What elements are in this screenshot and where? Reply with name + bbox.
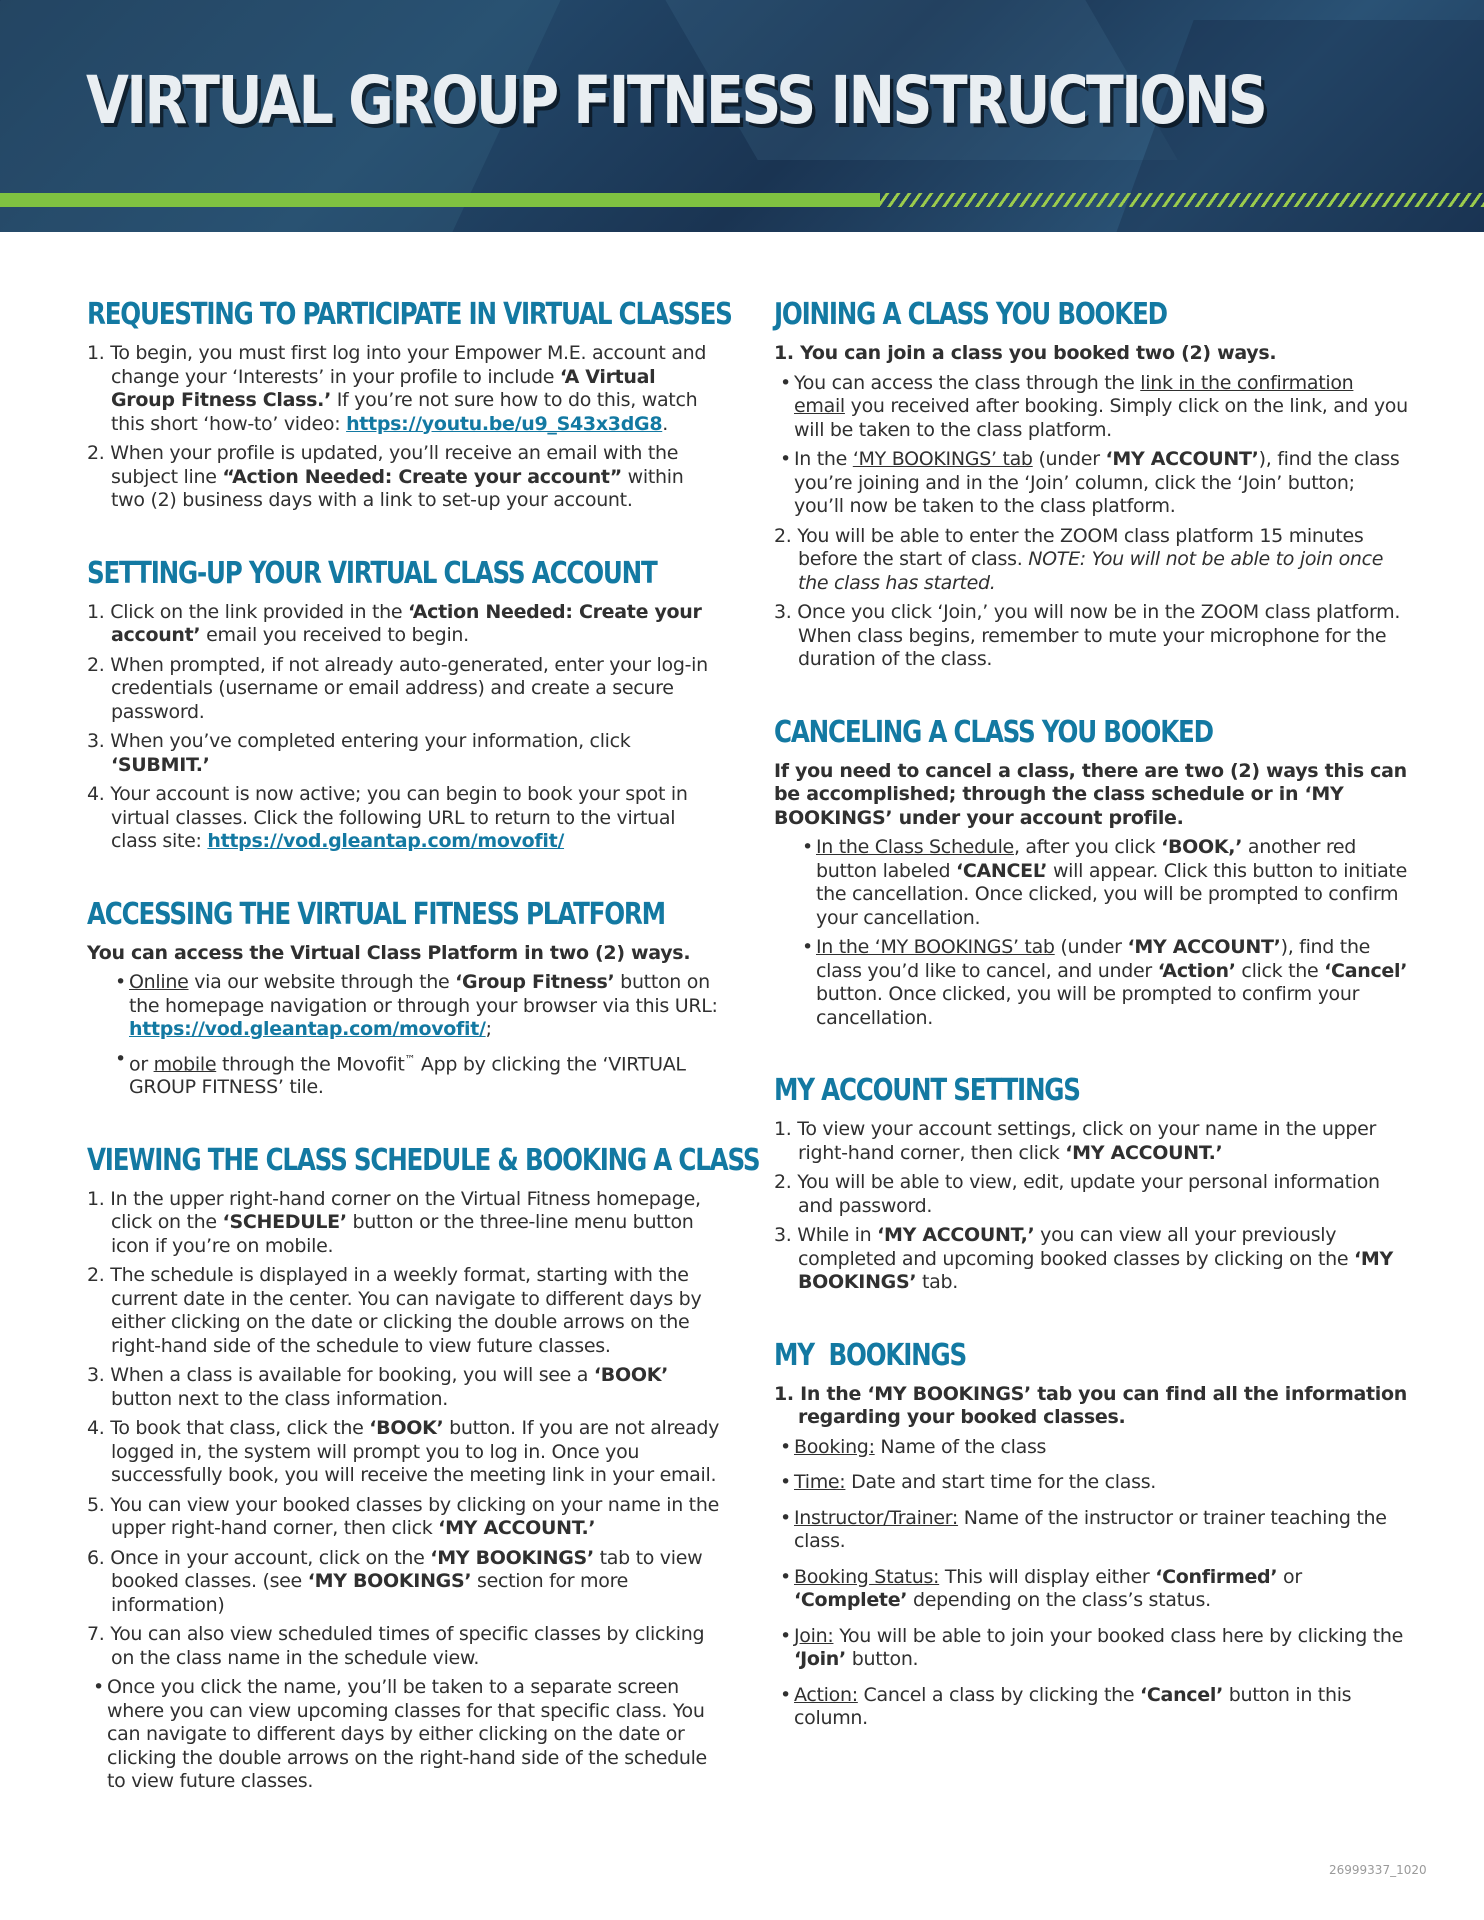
section-heading: VIEWING THE CLASS SCHEDULE & BOOKING A CLASS: [87, 1142, 760, 1178]
section-heading: SETTING-UP YOUR VIRTUAL CLASS ACCOUNT: [87, 555, 657, 591]
video-link[interactable]: https://youtu.be/u9_S43x3dG8: [346, 412, 663, 435]
list-item: 7. You can also view scheduled times of specific classes by clicking on the class name in the schedule view.: [87, 1623, 705, 1669]
hatched-accent-bar: [880, 193, 1484, 207]
list-item: 4. To book that class, click the ‘BOOK’ button. If you are not already logged in, the system will prompt you to log in. Once you successfully book, you will receive the meeting link in your email.: [87, 1417, 720, 1487]
list-item: 6. Once in your account, click on the ‘MY BOOKINGS’ tab to view booked classes. (see ‘MY BOOKINGS’ section for more information): [87, 1546, 703, 1616]
list-item: 2. When prompted, if not already auto-generated, enter your log-in credentials (username or email address) and create a secure password.: [87, 653, 708, 723]
platform-link[interactable]: https://vod.gleantap.com/movofit/: [129, 1018, 486, 1040]
section-accessing: [87, 896, 721, 1100]
document-code: 26999337_1020: [1329, 1863, 1427, 1877]
bullet-item: • Booking: Name of the class: [794, 1436, 1408, 1460]
list-item: 2. You will be able to view, edit, update your personal information and password.: [774, 1171, 1380, 1217]
list-item: 1. In the upper right-hand corner on the Virtual Fitness homepage, click on the ‘SCHEDULE’ button or the three-line menu button icon if you’re on mobile.: [87, 1187, 701, 1257]
list-item: 1. To view your account settings, click on your name in the upper right-hand corner, then click ‘MY ACCOUNT.’: [774, 1118, 1376, 1164]
bullet-item: • Instructor/Trainer: Name of the instructor or trainer teaching the class.: [794, 1507, 1408, 1554]
section-requesting: [87, 296, 732, 513]
list-item: 2. The schedule is displayed in a weekly format, starting with the current date in the center. You can navigate to different days by either clicking on the date or clicking the double arrows on the right-hand side of the schedule to view future classes.: [87, 1264, 702, 1357]
page-title: VIRTUAL GROUP FITNESS INSTRUCTIONS: [86, 62, 1266, 139]
list-item: 1. You can join a class you booked two (2) ways.: [774, 342, 1277, 364]
list-item: 3. When a class is available for booking, you will see a ‘BOOK’ button next to the class information.: [87, 1364, 669, 1410]
section-canceling: [774, 714, 1408, 1031]
section-heading: MY BOOKINGS: [774, 1337, 966, 1373]
list-item: 1. In the ‘MY BOOKINGS’ tab you can find all the information regarding your booked classes.: [774, 1382, 1408, 1428]
bullet-item: • In the Class Schedule, after you click ‘BOOK,’ another red button labeled ‘CANCEL’ will appear. Click this button to initiate the cancellation. Once clicked, you will be prompted to confirm your cancellation.: [816, 836, 1408, 930]
bullet-item: • Online via our website through the ‘Group Fitness’ button on the homepage navigation or through your browser via this URL: https://vod.gleantap.com/movofit/;: [129, 971, 721, 1042]
bullet-item: • In the ‘MY BOOKINGS’ tab (under ‘MY ACCOUNT’), find the class you’d like to cancel, and under ‘Action’ click the ‘Cancel’ button. Once clicked, you will be prompted to confirm your cancellation.: [816, 936, 1408, 1030]
bullet-item: • or mobile through the Movofit™ App by clicking the ‘VIRTUAL GROUP FITNESS’ tile.: [129, 1048, 721, 1100]
left-column: [87, 296, 760, 1836]
list-item: 1. To begin, you must first log into your Empower M.E. account and change your ‘Interests’ in your profile to include ‘A Virtual Group Fitness Class.’ If you’re not sure how to do this, watch this short ‘how-to’ video: https://youtu.be/u9_S43x3dG8.: [87, 342, 707, 435]
section-joining: [774, 296, 1408, 672]
section-heading: JOINING A CLASS YOU BOOKED: [774, 297, 1167, 332]
section-setting-up: [87, 555, 721, 854]
list-item: 4. Your account is now active; you can begin to book your spot in virtual classes. Click the following URL to return to the virtual class site: https://vod.gleantap.com/movofit/: [87, 783, 688, 852]
bullet-item: • Once you click the name, you’ll be taken to a separate screen where you can view upcoming classes for that specific class. You can navigate to different days by either clicking on the date or clicking the double arrows on the right-hand side of the schedule to view future classes.: [107, 1676, 721, 1794]
section-account-settings: [774, 1072, 1408, 1295]
green-accent-bar: [0, 193, 880, 207]
bullet-item: • Time: Date and start time for the class.: [794, 1471, 1408, 1495]
list-item: 1. Click on the link provided in the ‘Action Needed: Create your account’ email you received to begin.: [87, 600, 702, 646]
header-banner: [0, 0, 1484, 232]
section-heading: REQUESTING TO PARTICIPATE IN VIRTUAL CLASSES: [87, 297, 732, 332]
right-column: [774, 296, 1408, 1773]
bullet-item: • Join: You will be able to join your booked class here by clicking the ‘Join’ button.: [794, 1625, 1408, 1672]
bullet-item: • In the ‘MY BOOKINGS’ tab (under ‘MY ACCOUNT’), find the class you’re joining and in the ‘Join’ column, click the ‘Join’ button; you’ll now be taken to the class platform.: [794, 448, 1408, 519]
list-item: 2. You will be able to enter the ZOOM class platform 15 minutes before the start of class. NOTE: You will not be able to join once the class has started.: [774, 524, 1384, 594]
list-item: 3. While in ‘MY ACCOUNT,’ you can view all your previously completed and upcoming booked classes by clicking on the ‘MY BOOKINGS’ tab.: [774, 1224, 1393, 1293]
bullet-item: • Action: Cancel a class by clicking the ‘Cancel’ button in this column.: [794, 1684, 1408, 1731]
list-item: 3. Once you click ‘Join,’ you will now be in the ZOOM class platform. When class begins, remember to mute your microphone for the duration of the class.: [774, 601, 1401, 670]
list-item: 5. You can view your booked classes by clicking on your name in the upper right-hand corner, then click ‘MY ACCOUNT.’: [87, 1493, 719, 1540]
list-item: 2. When your profile is updated, you’ll receive an email with the subject line “Action Needed: Create your account” within two (2) business days with a link to set-up your account.: [87, 442, 684, 511]
section-heading: ACCESSING THE VIRTUAL FITNESS PLATFORM: [87, 896, 665, 932]
section-my-bookings: [774, 1337, 1408, 1731]
bullet-item: • You can access the class through the link in the confirmation email you received after booking. Simply click on the link, and you will be taken to the class platform.: [794, 372, 1408, 443]
virtual-site-link[interactable]: https://vod.gleantap.com/movofit/: [207, 830, 565, 852]
section-intro: If you need to cancel a class, there are two (2) ways this can be accomplished; through the class schedule or in ‘MY BOOKINGS’ under your account profile.: [774, 759, 1407, 829]
bullet-item: • Booking Status: This will display either ‘Confirmed’ or ‘Complete’ depending on the class’s status.: [794, 1566, 1408, 1613]
section-heading: CANCELING A CLASS YOU BOOKED: [774, 714, 1213, 750]
section-heading: MY ACCOUNT SETTINGS: [774, 1073, 1080, 1108]
section-intro: You can access the Virtual Class Platform in two (2) ways.: [87, 941, 691, 964]
section-viewing: [87, 1142, 760, 1794]
list-item: 3. When you’ve completed entering your information, click ‘SUBMIT.’: [87, 730, 631, 776]
